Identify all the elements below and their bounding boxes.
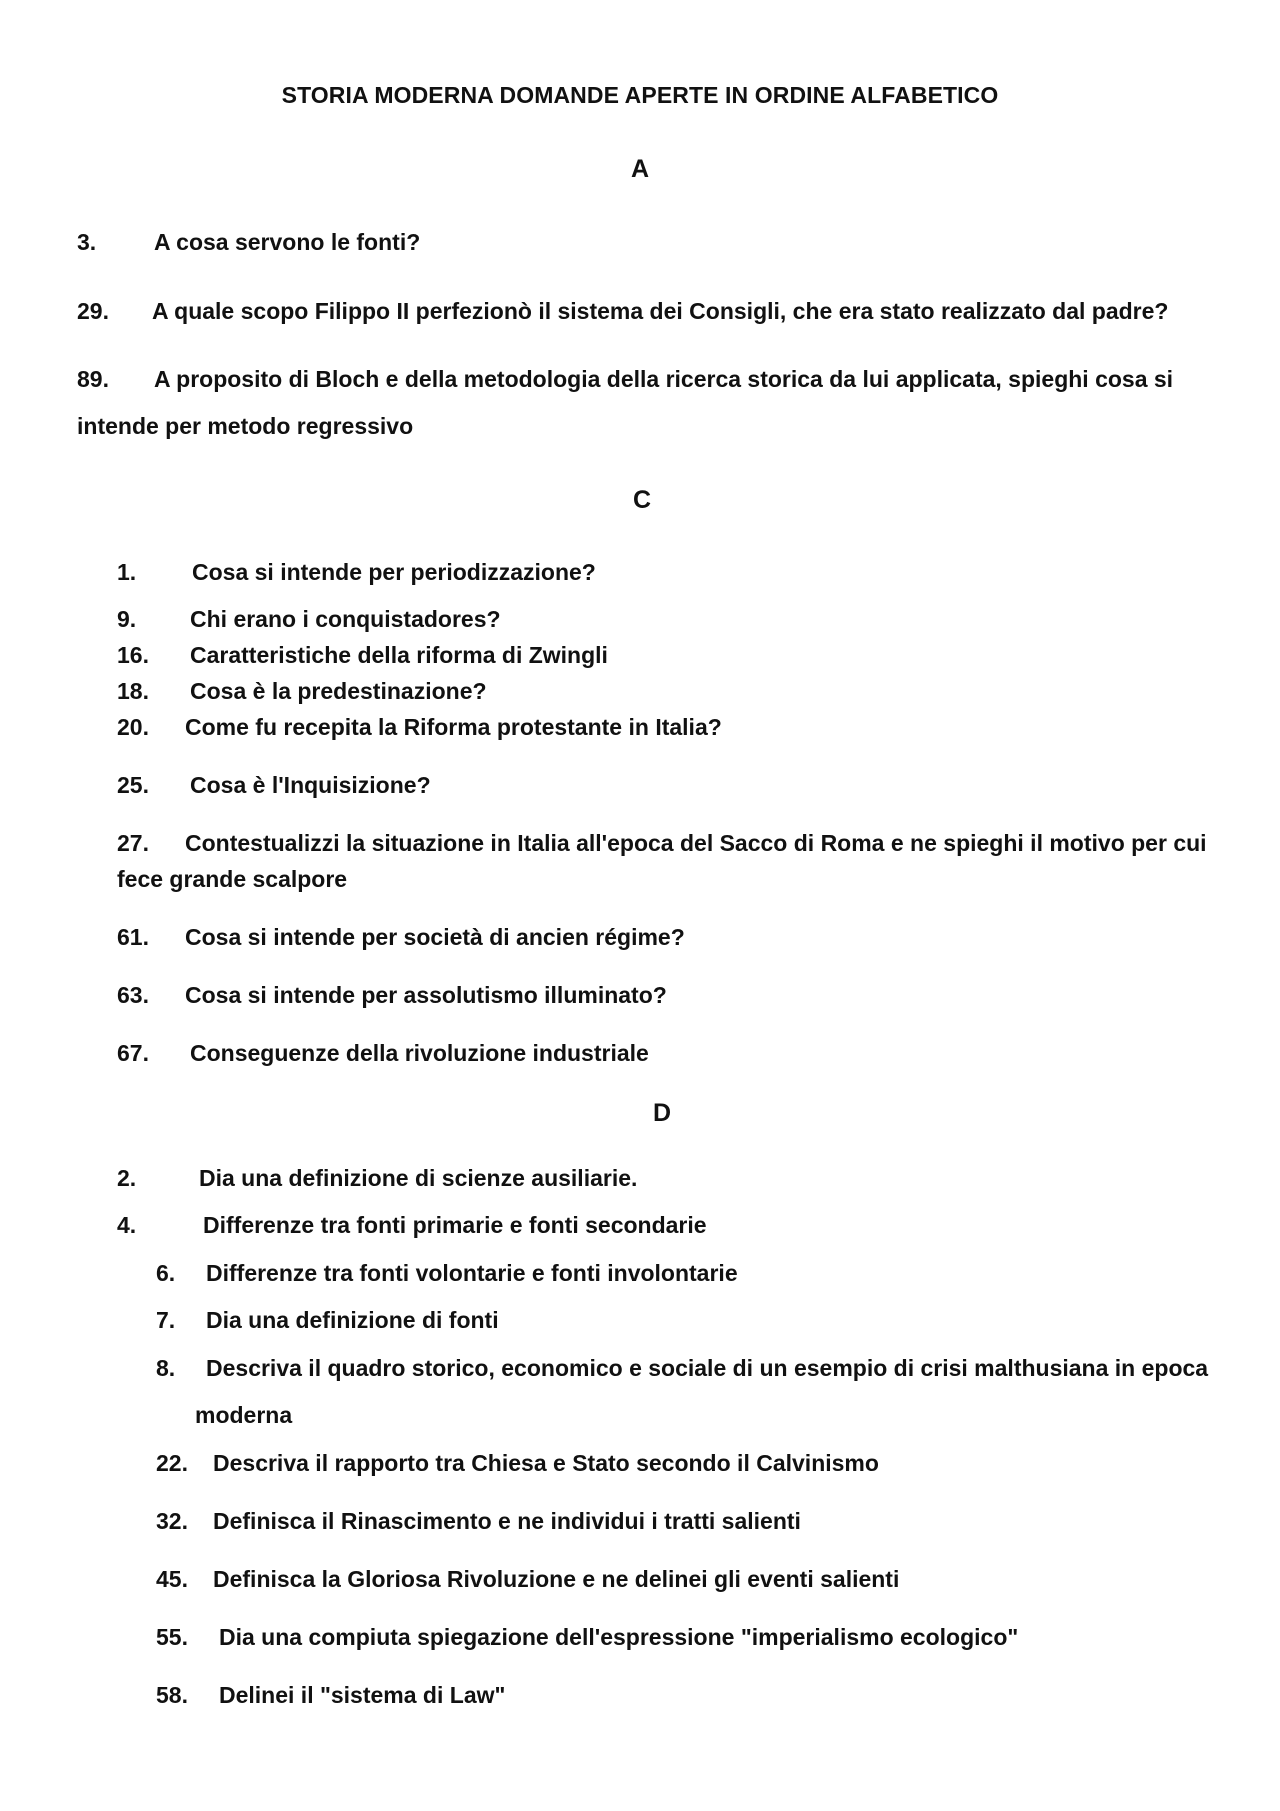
question-number: 27.: [117, 830, 149, 856]
section-letter-a: A: [631, 155, 650, 183]
question-text: Definisca la Gloriosa Rivoluzione e ne delinei gli eventi salienti: [213, 1566, 900, 1592]
question-number: 32.: [156, 1508, 188, 1534]
question-text: Contestualizzi la situazione in Italia all'epoca del Sacco di Roma e ne spieghi il motivo per cui: [185, 830, 1207, 856]
question-text: Differenze tra fonti volontarie e fonti involontarie: [206, 1260, 738, 1286]
section-letter-c: C: [633, 486, 652, 514]
question-text-continued: fece grande scalpore: [117, 866, 348, 892]
question-number: 89.: [77, 366, 109, 392]
question-number: 22.: [156, 1450, 188, 1476]
question-text: Chi erano i conquistadores?: [190, 606, 501, 632]
question-number: 9.: [117, 606, 137, 632]
question-text: Cosa è la predestinazione?: [190, 678, 487, 704]
question-text: Dia una compiuta spiegazione dell'espressione "imperialismo ecologico": [219, 1624, 1019, 1650]
question-text-continued: moderna: [195, 1402, 293, 1428]
question-number: 8.: [156, 1355, 176, 1381]
question-text: Definisca il Rinascimento e ne individui i tratti salienti: [213, 1508, 801, 1534]
question-number: 2.: [117, 1165, 137, 1191]
question-number: 20.: [117, 714, 149, 740]
question-text: Cosa si intende per assolutismo illuminato?: [185, 982, 667, 1008]
question-text: Cosa si intende per periodizzazione?: [192, 559, 596, 585]
question-number: 58.: [156, 1682, 188, 1708]
question-number: 67.: [117, 1040, 149, 1066]
question-text: Caratteristiche della riforma di Zwingli: [190, 642, 608, 668]
question-number: 25.: [117, 772, 149, 798]
question-number: 6.: [156, 1260, 176, 1286]
question-text: A proposito di Bloch e della metodologia della ricerca storica da lui applicata, spieghi cosa si: [154, 366, 1174, 392]
question-text: Descriva il quadro storico, economico e sociale di un esempio di crisi malthusiana in epoca: [206, 1355, 1209, 1381]
question-text: Conseguenze della rivoluzione industriale: [190, 1040, 649, 1066]
question-text: Dia una definizione di fonti: [206, 1307, 499, 1333]
section-letter-d: D: [653, 1099, 672, 1127]
question-text: A cosa servono le fonti?: [154, 229, 421, 255]
question-text: Come fu recepita la Riforma protestante in Italia?: [185, 714, 722, 740]
question-text: Differenze tra fonti primarie e fonti secondarie: [203, 1212, 707, 1238]
question-number: 16.: [117, 642, 149, 668]
question-number: 61.: [117, 924, 149, 950]
question-number: 7.: [156, 1307, 176, 1333]
question-text: Delinei il "sistema di Law": [219, 1682, 506, 1708]
question-number: 4.: [117, 1212, 137, 1238]
question-text: Cosa si intende per società di ancien régime?: [185, 924, 685, 950]
question-text: Cosa è l'Inquisizione?: [190, 772, 431, 798]
question-number: 45.: [156, 1566, 188, 1592]
question-text: A quale scopo Filippo II perfezionò il sistema dei Consigli, che era stato realizzato dal padre?: [152, 298, 1169, 324]
question-text: Descriva il rapporto tra Chiesa e Stato secondo il Calvinismo: [213, 1450, 879, 1476]
question-number: 18.: [117, 678, 149, 704]
question-text: Dia una definizione di scienze ausiliarie.: [199, 1165, 638, 1191]
page-title: STORIA MODERNA DOMANDE APERTE IN ORDINE ALFABETICO: [281, 82, 999, 108]
question-number: 1.: [117, 559, 137, 585]
question-text-continued: intende per metodo regressivo: [77, 413, 414, 439]
question-number: 55.: [156, 1624, 188, 1650]
question-number: 63.: [117, 982, 149, 1008]
question-number: 3.: [77, 229, 97, 255]
question-number: 29.: [77, 298, 109, 324]
